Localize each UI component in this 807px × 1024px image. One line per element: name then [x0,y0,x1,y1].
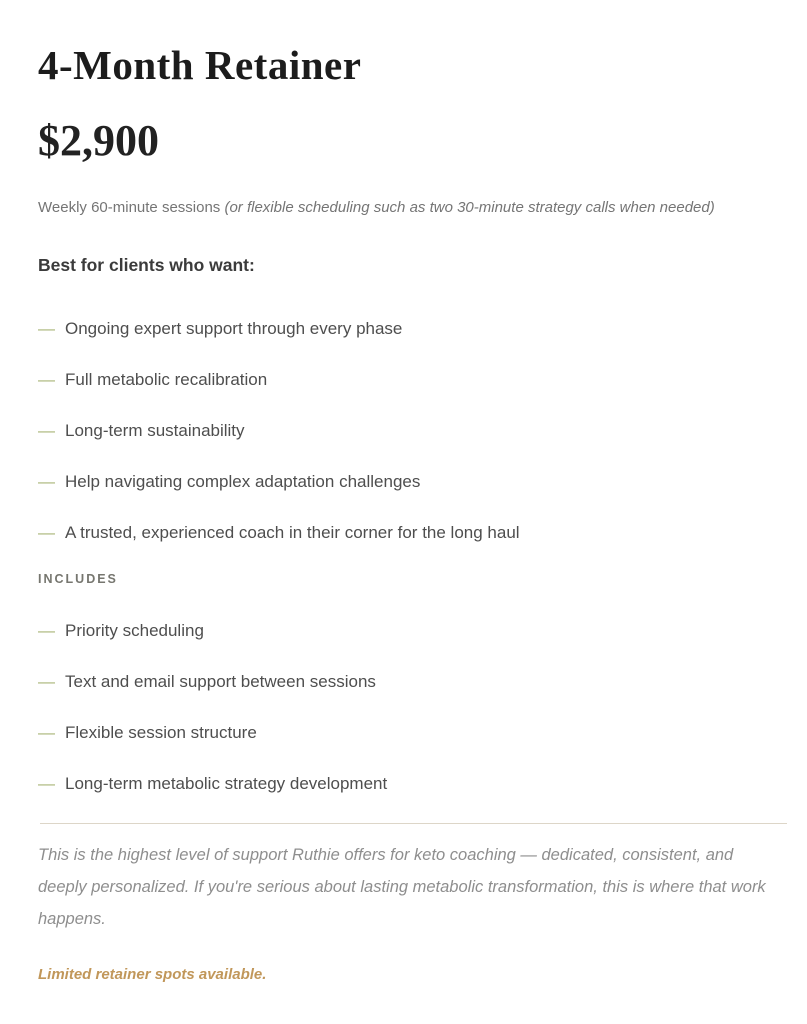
includes-heading: INCLUDES [38,571,118,586]
page-title: 4-Month Retainer [38,42,362,88]
section-divider [40,823,787,824]
list-item [38,317,789,341]
session-info-regular: Weekly 60-minute sessions [38,198,225,216]
availability-note: Limited retainer spots available. [38,965,267,983]
list-item-text: Long-term metabolic strategy development [65,773,388,793]
list-item-text: Help navigating complex adaptation challenges [65,471,421,491]
list-item [38,419,789,443]
dash-bullet-icon: — [38,369,55,389]
list-item [38,521,789,545]
list-item [38,368,789,392]
list-item-text: Full metabolic recalibration [65,369,268,389]
dash-bullet-icon: — [38,471,55,491]
price-text: $2,900 [38,116,159,166]
list-item-text: Ongoing expert support through every phase [65,318,403,338]
list-item [38,772,789,796]
list-item [38,670,789,694]
list-item-text: Priority scheduling [65,620,204,640]
list-item-text: Text and email support between sessions [65,671,376,691]
dash-bullet-icon: — [38,773,55,793]
dash-bullet-icon: — [38,420,55,440]
dash-bullet-icon: — [38,671,55,691]
dash-bullet-icon: — [38,522,55,542]
best-for-list [38,317,789,545]
session-info-italic-note: (or flexible scheduling such as two 30-minute strategy calls when needed) [224,198,715,216]
dash-bullet-icon: — [38,318,55,338]
best-for-heading: Best for clients who want: [38,254,255,275]
includes-list [38,619,789,796]
list-item-text: Flexible session structure [65,722,257,742]
dash-bullet-icon: — [38,620,55,640]
list-item [38,470,789,494]
dash-bullet-icon: — [38,722,55,742]
closing-paragraph: This is the highest level of support Ruthie offers for keto coaching — dedicated, consistent, and deeply personalized. If you're serious about lasting metabolic transformation, this is where that work happens. [38,845,766,928]
list-item-text: A trusted, experienced coach in their corner for the long haul [65,522,520,542]
list-item [38,619,789,643]
list-item [38,721,789,745]
list-item-text: Long-term sustainability [65,420,245,440]
session-info [38,197,789,218]
